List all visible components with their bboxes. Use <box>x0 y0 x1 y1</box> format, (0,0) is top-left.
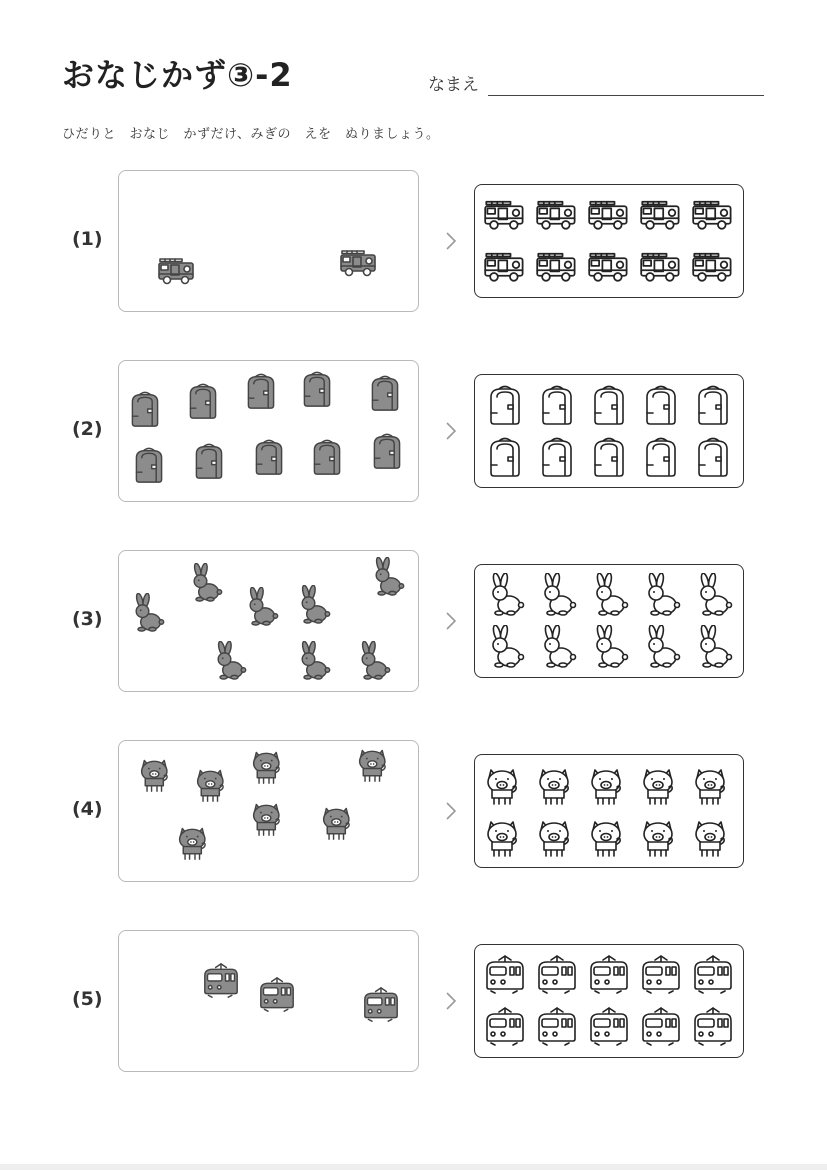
train-icon <box>201 963 241 999</box>
rabbit-icon <box>187 563 223 603</box>
school-backpack-outline-icon[interactable] <box>587 383 631 427</box>
pig-outline-icon[interactable] <box>535 763 579 807</box>
rabbit-icon <box>355 641 391 681</box>
pig-outline-icon[interactable] <box>639 763 683 807</box>
rabbit-icon <box>295 585 331 625</box>
rabbit-icon <box>243 587 279 627</box>
train-outline-icon[interactable] <box>691 953 735 997</box>
school-backpack-icon <box>185 381 221 421</box>
pig-icon <box>193 765 233 803</box>
chevron-right-icon <box>444 991 458 1011</box>
fire-truck-outline-icon[interactable] <box>483 193 527 237</box>
sample-box <box>118 930 419 1072</box>
school-backpack-outline-icon[interactable] <box>639 435 683 479</box>
train-outline-icon[interactable] <box>483 1005 527 1049</box>
pig-outline-icon[interactable] <box>483 815 527 859</box>
train-outline-icon[interactable] <box>639 953 683 997</box>
chevron-right-icon <box>444 421 458 441</box>
school-backpack-icon <box>127 389 163 429</box>
school-backpack-outline-icon[interactable] <box>483 435 527 479</box>
school-backpack-icon <box>369 431 405 471</box>
school-backpack-outline-icon[interactable] <box>535 435 579 479</box>
rabbit-outline-icon[interactable] <box>639 625 683 669</box>
coloring-box <box>474 374 744 488</box>
question-label: (3) <box>72 608 103 630</box>
question-label: (2) <box>72 418 103 440</box>
coloring-box <box>474 184 744 298</box>
coloring-box <box>474 944 744 1058</box>
rabbit-icon <box>211 641 247 681</box>
school-backpack-icon <box>309 437 345 477</box>
fire-truck-icon <box>157 255 197 287</box>
question-label: (4) <box>72 798 103 820</box>
question-label: (5) <box>72 988 103 1010</box>
rabbit-outline-icon[interactable] <box>691 573 735 617</box>
rabbit-outline-icon[interactable] <box>483 573 527 617</box>
rabbit-outline-icon[interactable] <box>483 625 527 669</box>
fire-truck-outline-icon[interactable] <box>587 193 631 237</box>
pig-icon <box>137 755 177 793</box>
train-outline-icon[interactable] <box>483 953 527 997</box>
school-backpack-icon <box>299 369 335 409</box>
pig-outline-icon[interactable] <box>587 763 631 807</box>
rabbit-icon <box>295 641 331 681</box>
school-backpack-outline-icon[interactable] <box>639 383 683 427</box>
school-backpack-icon <box>191 441 227 481</box>
train-outline-icon[interactable] <box>691 1005 735 1049</box>
fire-truck-outline-icon[interactable] <box>483 245 527 289</box>
train-outline-icon[interactable] <box>535 1005 579 1049</box>
pig-icon <box>175 823 215 861</box>
fire-truck-icon <box>339 247 379 279</box>
school-backpack-icon <box>243 371 279 411</box>
train-outline-icon[interactable] <box>639 1005 683 1049</box>
name-field-line[interactable] <box>488 95 764 96</box>
fire-truck-outline-icon[interactable] <box>639 193 683 237</box>
school-backpack-icon <box>251 437 287 477</box>
pig-outline-icon[interactable] <box>587 815 631 859</box>
pig-icon <box>319 803 359 841</box>
school-backpack-outline-icon[interactable] <box>535 383 579 427</box>
pig-icon <box>249 747 289 785</box>
sample-box <box>118 740 419 882</box>
fire-truck-outline-icon[interactable] <box>535 245 579 289</box>
school-backpack-outline-icon[interactable] <box>587 435 631 479</box>
pig-outline-icon[interactable] <box>639 815 683 859</box>
name-label: なまえ <box>428 75 479 95</box>
instruction-text: ひだりと おなじ かずだけ、みぎの えを ぬりましょう。 <box>62 127 440 142</box>
fire-truck-outline-icon[interactable] <box>587 245 631 289</box>
rabbit-outline-icon[interactable] <box>535 625 579 669</box>
rabbit-outline-icon[interactable] <box>691 625 735 669</box>
rabbit-icon <box>369 557 405 597</box>
fire-truck-outline-icon[interactable] <box>691 193 735 237</box>
train-icon <box>257 977 297 1013</box>
train-icon <box>361 987 401 1023</box>
page-bottom-edge <box>0 1164 827 1170</box>
pig-outline-icon[interactable] <box>535 815 579 859</box>
sample-box <box>118 550 419 692</box>
pig-icon <box>249 799 289 837</box>
fire-truck-outline-icon[interactable] <box>639 245 683 289</box>
rabbit-outline-icon[interactable] <box>587 573 631 617</box>
school-backpack-outline-icon[interactable] <box>691 383 735 427</box>
pig-outline-icon[interactable] <box>691 815 735 859</box>
rabbit-icon <box>129 593 165 633</box>
train-outline-icon[interactable] <box>587 953 631 997</box>
rabbit-outline-icon[interactable] <box>535 573 579 617</box>
school-backpack-icon <box>131 445 167 485</box>
pig-outline-icon[interactable] <box>691 763 735 807</box>
school-backpack-outline-icon[interactable] <box>483 383 527 427</box>
train-outline-icon[interactable] <box>587 1005 631 1049</box>
train-outline-icon[interactable] <box>535 953 579 997</box>
coloring-box <box>474 564 744 678</box>
page-title: おなじかず③-2 <box>62 56 293 94</box>
chevron-right-icon <box>444 231 458 251</box>
school-backpack-icon <box>367 373 403 413</box>
school-backpack-outline-icon[interactable] <box>691 435 735 479</box>
sample-box <box>118 360 419 502</box>
fire-truck-outline-icon[interactable] <box>691 245 735 289</box>
fire-truck-outline-icon[interactable] <box>535 193 579 237</box>
pig-icon <box>355 745 395 783</box>
rabbit-outline-icon[interactable] <box>587 625 631 669</box>
chevron-right-icon <box>444 611 458 631</box>
pig-outline-icon[interactable] <box>483 763 527 807</box>
sample-box <box>118 170 419 312</box>
question-label: (1) <box>72 228 103 250</box>
rabbit-outline-icon[interactable] <box>639 573 683 617</box>
coloring-box <box>474 754 744 868</box>
chevron-right-icon <box>444 801 458 821</box>
